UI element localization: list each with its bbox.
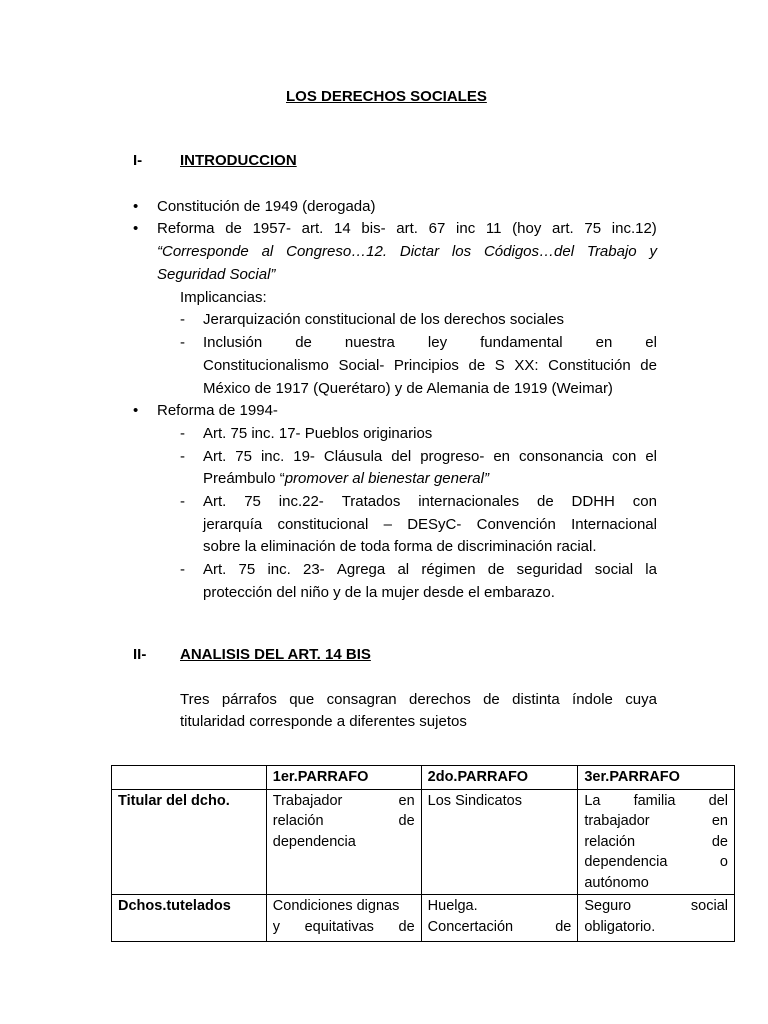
word: 14 [334,220,351,237]
cell-clip [584,896,728,940]
word: de [225,220,242,237]
word: el [645,448,657,465]
word: S [494,357,505,374]
table-header-2do: 2do.PARRAFO [421,766,578,790]
dash-marker: - [180,448,185,465]
cell-line [273,917,415,938]
cell-line [584,832,728,853]
word: de [487,561,505,578]
word: 1957- [252,220,291,237]
word: fundamental [480,334,563,351]
word: Principios [393,357,459,374]
implicancia-2-line1 [203,332,657,354]
word: al [397,561,410,578]
section-2-paragraph-line1 [180,689,657,711]
table-cell [578,895,735,942]
cell-line [584,896,728,917]
word: Art. [203,561,227,578]
dash-marker: - [180,425,185,442]
word: de [295,334,312,351]
reforma-item-4-line2: protección del niño y de la mujer desde el embarazo. [203,584,555,601]
word: y [649,243,657,260]
word: de [555,918,572,935]
word: art. [552,220,574,237]
word: con [632,493,657,510]
dash-marker: - [180,561,185,578]
word: DDHH [571,493,615,510]
reforma-item-3-line2 [203,514,657,536]
word: 23- [302,561,325,578]
bullet-item-1957-quote-line1 [157,241,657,263]
reforma-item-3-line3: sobre la eliminación de toda forma de discriminación racial. [203,538,597,555]
bullet-icon: • [133,198,139,215]
word: social [690,898,728,914]
word: art. [301,220,324,237]
word: equitativas [304,918,374,935]
row-label-titular: Titular del dcho. [112,789,267,895]
word: progreso- [420,448,485,465]
word: bis- [361,220,386,237]
word: del [391,448,412,465]
implicancias-label: Implicancias: [180,289,267,306]
implicancia-1: Jerarquización constitucional de los derechos sociales [203,311,565,328]
dash-marker: - [180,493,185,510]
table-header-row [112,766,735,790]
reforma-item-1: Art. 75 inc. 17- Pueblos originarios [203,425,433,442]
reforma-item-2-pre: Preámbulo “ [203,470,285,487]
word: ley [427,334,448,351]
word: (hoy [512,220,542,237]
word: Seguro [584,898,632,914]
table-cell [266,895,421,942]
word: del [708,792,728,809]
implicancia-2-line2 [203,355,657,377]
cell-line [584,852,728,873]
cell-clip [273,896,415,940]
word: en [595,334,613,351]
bullet-item-1957-line1 [157,218,657,240]
word: el [645,334,657,351]
word: La [584,792,601,809]
word: Constitucionalismo [203,357,329,374]
word: Trabajador [272,792,343,809]
word: Inclusión [203,334,263,351]
word: jerarquía [203,516,263,533]
word: de [640,357,657,374]
section-1-heading: INTRODUCCION [180,152,297,169]
bullet-item-1994: Reforma de 1994- [157,402,278,419]
word: la [645,561,657,578]
cell-line: Los Sindicatos [427,792,522,809]
reforma-item-4-line1 [203,559,657,581]
word: distinta [512,691,560,708]
word: – [383,516,392,533]
implicancia-2-line3: México de 1917 (Querétaro) y de Alemania de 1919 (Weimar) [203,380,613,397]
cell-line [584,791,728,812]
bullet-icon: • [133,220,139,237]
word: de [398,918,415,935]
cell-line [273,791,415,812]
word: 75 [244,493,261,510]
word: Concertación [427,918,514,935]
word: XX: [514,357,539,374]
word: nuestra [344,334,395,351]
word: o [719,854,728,870]
cell-line [428,917,572,938]
word: Art. [203,493,227,510]
word: Tres [180,691,210,708]
word: consagran [326,691,397,708]
bullet-item-1957-quote-line2: Seguridad Social” [157,266,276,283]
table-header-1er: 1er.PARRAFO [266,766,421,790]
table-row [112,895,735,942]
row-label-dchos-tutelados: Dchos.tutelados [112,895,267,942]
word: trabajador [584,813,650,829]
word: DESyC- [407,516,462,533]
word: Congreso…12. [286,243,388,260]
cell-line [584,811,728,832]
document-title: LOS DERECHOS SOCIALES [286,88,487,105]
word: al [261,243,274,260]
table-cell [421,895,578,942]
table-cell [421,789,578,895]
reforma-item-2-italic: promover al bienestar general” [284,470,489,487]
cell-line: obligatorio. [584,918,656,935]
word: Internacional [571,516,657,533]
word: Reforma [157,220,215,237]
cell-line: Huelga. [427,898,478,914]
reforma-item-2-line2 [203,468,489,490]
word: derechos [409,691,471,708]
word: con [612,448,637,465]
cell-clip [428,896,572,940]
dash-marker: - [180,311,185,328]
word: inc.22- [278,493,324,510]
word: “Corresponde [157,243,249,260]
reforma-item-2-line1 [203,446,657,468]
word: Dictar [399,243,440,260]
word: en [493,448,511,465]
word: en [711,813,728,829]
word: Tratados [341,493,401,510]
reforma-item-3-line1 [203,491,657,513]
word: art. [396,220,418,237]
word: régimen [421,561,476,578]
section-2-paragraph-line2: titularidad corresponde a diferentes sujetos [180,713,467,730]
section-2-number: II- [133,646,147,663]
word: de [468,357,486,374]
word: de [711,833,728,850]
word: en [398,792,415,809]
word: de [536,493,554,510]
cell-line: Condiciones dignas [272,898,400,914]
word: 75 [235,448,252,465]
word: 75 [238,561,256,578]
word: de [398,813,415,829]
word: dependencia [584,854,668,870]
word: relación [272,813,324,829]
bullet-item-1949: Constitución de 1949 (derogada) [157,198,376,215]
table-cell [578,789,735,895]
cell-line [273,811,415,832]
word: seguridad [516,561,583,578]
word: de [483,691,500,708]
word: Trabajo [586,243,637,260]
word: 67 [428,220,446,237]
cell-line: dependencia [272,833,356,850]
dash-marker: - [180,334,185,351]
word: los [451,243,472,260]
cell-line: autónomo [584,874,649,891]
word: párrafos [221,691,277,708]
word: Códigos…del [483,243,575,260]
word: constitucional [277,516,369,533]
table-row [112,789,735,895]
bullet-icon: • [133,402,139,419]
word: Agrega [336,561,386,578]
word: Convención [476,516,556,533]
word: inc.12) [611,220,657,237]
word: inc [456,220,476,237]
art14bis-table [111,765,735,942]
section-2-heading: ANALISIS DEL ART. 14 BIS [180,646,371,663]
word: consonancia [518,448,604,465]
word: 19- [293,448,315,465]
word: inc. [267,561,291,578]
word: social [594,561,634,578]
section-1-number: I- [133,152,143,169]
table-header-3er: 3er.PARRAFO [578,766,735,790]
word: Art. [203,448,227,465]
word: Cláusula [323,448,383,465]
word: que [289,691,315,708]
word: familia [633,792,676,809]
word: Constitución [548,357,631,374]
word: internacionales [418,493,520,510]
word: relación [584,833,636,850]
word: 75 [584,220,602,237]
word: índole [572,691,613,708]
table-header-empty [112,766,267,790]
word: cuya [625,691,657,708]
word: y [272,918,281,935]
word: inc. [260,448,285,465]
table-cell [266,789,421,895]
word: 11 [485,220,502,237]
word: Social- [338,357,385,374]
